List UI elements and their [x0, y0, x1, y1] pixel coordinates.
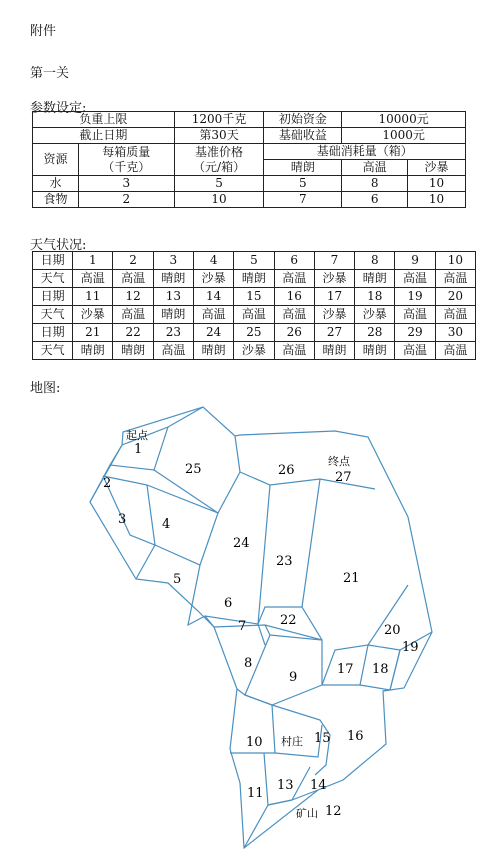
weather-cell: 沙暴 — [234, 342, 274, 360]
region-label: 16 — [347, 729, 364, 744]
sunny-header: 晴朗 — [264, 160, 342, 176]
region-label: 17 — [337, 662, 354, 677]
day-cell: 5 — [234, 252, 274, 270]
table-row — [33, 324, 476, 342]
day-cell: 18 — [355, 288, 395, 306]
hot-header: 高温 — [342, 160, 408, 176]
weather-cell: 高温 — [234, 306, 274, 324]
day-cell: 3 — [153, 252, 193, 270]
weather-cell: 晴朗 — [355, 342, 395, 360]
init-funds-label: 初始资金 — [264, 112, 342, 128]
weather-cell: 高温 — [395, 306, 435, 324]
table-row — [33, 306, 476, 324]
deadline-label: 截止日期 — [33, 128, 175, 144]
region-label: 27 — [335, 470, 352, 485]
weather-table — [32, 251, 476, 360]
map-outline — [90, 407, 432, 848]
village-label: 村庄 — [281, 735, 303, 748]
weather-cell: 高温 — [395, 270, 435, 288]
day-cell: 8 — [355, 252, 395, 270]
table-row: 食物 2 10 7 6 10 — [33, 192, 466, 208]
region-label: 6 — [224, 596, 233, 611]
weather-cell: 沙暴 — [73, 306, 113, 324]
region-label: 22 — [280, 613, 297, 628]
map-title: 地图: — [30, 381, 61, 396]
max-load-label: 负重上限 — [33, 112, 175, 128]
day-cell: 28 — [355, 324, 395, 342]
level-heading: 第一关 — [30, 66, 70, 81]
consumption-header: 基础消耗量（箱） — [264, 144, 466, 160]
day-cell: 13 — [153, 288, 193, 306]
weather-cell: 沙暴 — [194, 270, 234, 288]
day-cell: 21 — [73, 324, 113, 342]
day-cell: 7 — [314, 252, 354, 270]
weather-cell: 高温 — [73, 270, 113, 288]
weather-cell: 沙暴 — [355, 306, 395, 324]
region-label: 14 — [310, 778, 327, 793]
day-cell: 25 — [234, 324, 274, 342]
weather-cell: 晴朗 — [153, 270, 193, 288]
start-label: 起点 — [126, 429, 148, 442]
region-label: 3 — [118, 512, 127, 527]
weather-cell: 沙暴 — [314, 270, 354, 288]
weather-cell: 晴朗 — [355, 270, 395, 288]
attachment-heading: 附件 — [30, 24, 57, 39]
weather-cell: 高温 — [435, 342, 475, 360]
day-cell: 10 — [435, 252, 475, 270]
region-label: 25 — [185, 462, 202, 477]
price-header: 基准价格 （元/箱） — [174, 144, 264, 176]
day-cell: 4 — [194, 252, 234, 270]
region-label: 13 — [277, 778, 294, 793]
day-label: 日期 — [33, 252, 73, 270]
region-label: 15 — [314, 731, 331, 746]
base-income-value: 1000元 — [342, 128, 466, 144]
table-row — [33, 288, 476, 306]
region-label: 20 — [384, 623, 401, 638]
weather-cell: 高温 — [113, 270, 153, 288]
weather-cell: 高温 — [274, 342, 314, 360]
weather-cell: 高温 — [435, 306, 475, 324]
region-label: 9 — [289, 670, 298, 685]
day-cell: 12 — [113, 288, 153, 306]
day-cell: 23 — [153, 324, 193, 342]
base-income-label: 基础收益 — [264, 128, 342, 144]
deadline-value: 第30天 — [174, 128, 264, 144]
weather-label: 天气 — [33, 306, 73, 324]
params-title: 参数设定: — [30, 101, 87, 116]
weather-cell: 晴朗 — [194, 342, 234, 360]
table-row — [33, 270, 476, 288]
region-label: 10 — [246, 735, 263, 750]
region-label: 2 — [103, 476, 112, 491]
sandstorm-header: 沙暴 — [408, 160, 466, 176]
day-label: 日期 — [33, 324, 73, 342]
region-label: 19 — [402, 640, 419, 655]
day-cell: 22 — [113, 324, 153, 342]
day-cell: 19 — [395, 288, 435, 306]
table-row: 水 3 5 5 8 10 — [33, 176, 466, 192]
map-regions — [90, 407, 432, 848]
day-cell: 2 — [113, 252, 153, 270]
day-cell: 17 — [314, 288, 354, 306]
weather-cell: 高温 — [153, 342, 193, 360]
weather-cell: 晴朗 — [113, 342, 153, 360]
day-cell: 26 — [274, 324, 314, 342]
region-label: 18 — [372, 662, 389, 677]
init-funds-value: 10000元 — [342, 112, 466, 128]
day-cell: 11 — [73, 288, 113, 306]
weather-cell: 高温 — [194, 306, 234, 324]
day-cell: 24 — [194, 324, 234, 342]
region-label: 11 — [247, 786, 264, 801]
region-label: 1 — [134, 442, 143, 457]
day-cell: 27 — [314, 324, 354, 342]
region-label: 5 — [173, 572, 182, 587]
parameter-table — [32, 111, 466, 208]
region-label: 12 — [325, 804, 342, 819]
region-label: 23 — [276, 554, 293, 569]
resource-header: 资源 — [33, 144, 79, 176]
day-cell: 15 — [234, 288, 274, 306]
weather-cell: 晴朗 — [234, 270, 274, 288]
day-cell: 30 — [435, 324, 475, 342]
mine-label: 矿山 — [296, 807, 318, 820]
weather-cell: 高温 — [274, 306, 314, 324]
region-label: 21 — [343, 571, 360, 586]
day-cell: 1 — [73, 252, 113, 270]
weather-cell: 高温 — [113, 306, 153, 324]
desert-map — [0, 395, 500, 850]
weather-cell: 高温 — [395, 342, 435, 360]
region-label: 7 — [238, 619, 247, 634]
table-row — [33, 342, 476, 360]
weather-title: 天气状况: — [30, 238, 87, 253]
region-label: 8 — [244, 656, 253, 671]
weather-cell: 高温 — [274, 270, 314, 288]
day-cell: 9 — [395, 252, 435, 270]
day-cell: 20 — [435, 288, 475, 306]
weather-label: 天气 — [33, 270, 73, 288]
weather-label: 天气 — [33, 342, 73, 360]
day-label: 日期 — [33, 288, 73, 306]
end-label: 终点 — [328, 455, 350, 468]
region-label: 24 — [233, 536, 250, 551]
day-cell: 14 — [194, 288, 234, 306]
weather-cell: 高温 — [435, 270, 475, 288]
day-cell: 16 — [274, 288, 314, 306]
max-load-value: 1200千克 — [174, 112, 264, 128]
weather-cell: 沙暴 — [314, 306, 354, 324]
region-label: 4 — [162, 517, 171, 532]
day-cell: 6 — [274, 252, 314, 270]
table-row — [33, 252, 476, 270]
weather-cell: 晴朗 — [153, 306, 193, 324]
region-label: 26 — [278, 463, 295, 478]
weather-cell: 晴朗 — [314, 342, 354, 360]
mass-header: 每箱质量 （千克） — [78, 144, 174, 176]
weather-cell: 晴朗 — [73, 342, 113, 360]
day-cell: 29 — [395, 324, 435, 342]
